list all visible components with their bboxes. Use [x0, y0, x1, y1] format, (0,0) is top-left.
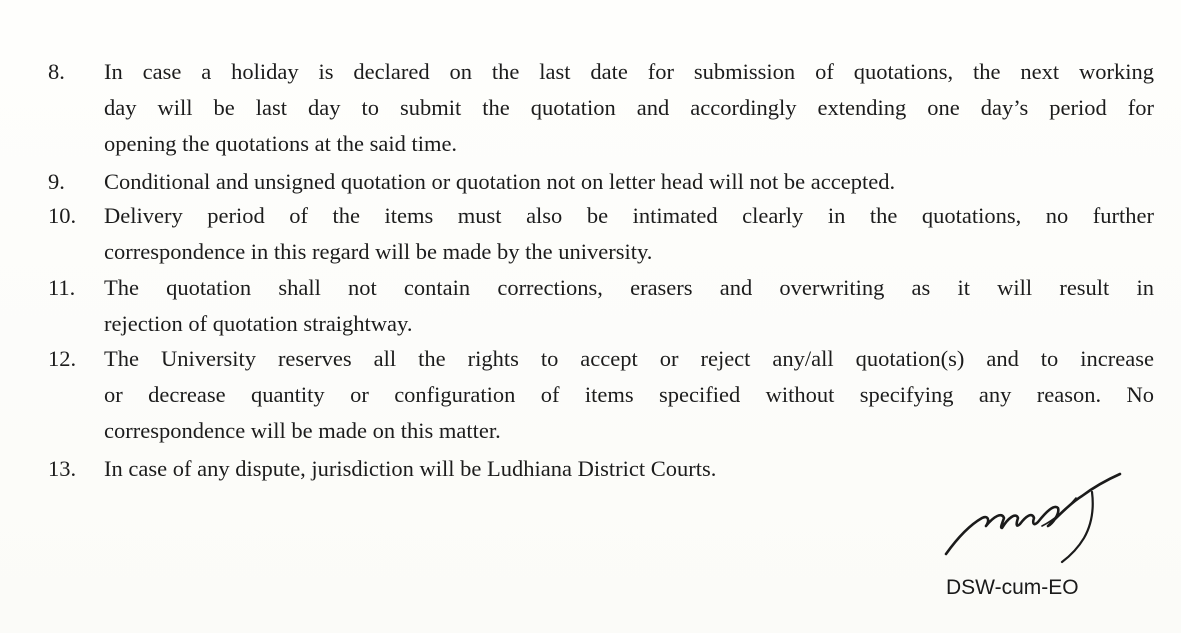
- clause-9: [48, 164, 1118, 200]
- signatory-designation: DSW-cum-EO: [946, 576, 1079, 599]
- clause-number: 12.: [48, 346, 77, 371]
- clause-number: 8.: [48, 59, 65, 84]
- clause-line: In case of any dispute, jurisdiction will be Ludhiana District Courts.: [104, 456, 717, 481]
- clause-line: The University reserves all the rights to accept or reject any/all quotation(s) and to increase: [104, 346, 1154, 371]
- clause-line: correspondence will be made on this matter.: [104, 418, 501, 443]
- clause-line: Conditional and unsigned quotation or quotation not on letter head will not be accepted.: [104, 169, 896, 194]
- clause-number: 13.: [48, 456, 77, 481]
- clause-10: [48, 198, 1154, 270]
- clause-8: [48, 54, 1154, 164]
- clause-11: [48, 270, 1154, 342]
- clause-line: or decrease quantity or configuration of items specified without specifying any reason. No: [104, 382, 1154, 407]
- clause-12: [48, 341, 1154, 449]
- clause-line: day will be last day to submit the quotation and accordingly extending one day’s period for: [104, 95, 1154, 120]
- clause-number: 10.: [48, 203, 77, 228]
- signature-icon: [942, 468, 1142, 568]
- clause-number: 11.: [48, 275, 76, 300]
- clause-line: rejection of quotation straightway.: [104, 311, 413, 336]
- clause-line: In case a holiday is declared on the last date for submission of quotations, the next working: [104, 59, 1154, 84]
- clause-line: The quotation shall not contain corrections, erasers and overwriting as it will result in: [104, 275, 1154, 300]
- clause-line: correspondence in this regard will be made by the university.: [104, 239, 653, 264]
- clause-number: 9.: [48, 169, 65, 194]
- clause-line: opening the quotations at the said time.: [104, 131, 458, 156]
- clause-line: Delivery period of the items must also be intimated clearly in the quotations, no further: [104, 203, 1154, 228]
